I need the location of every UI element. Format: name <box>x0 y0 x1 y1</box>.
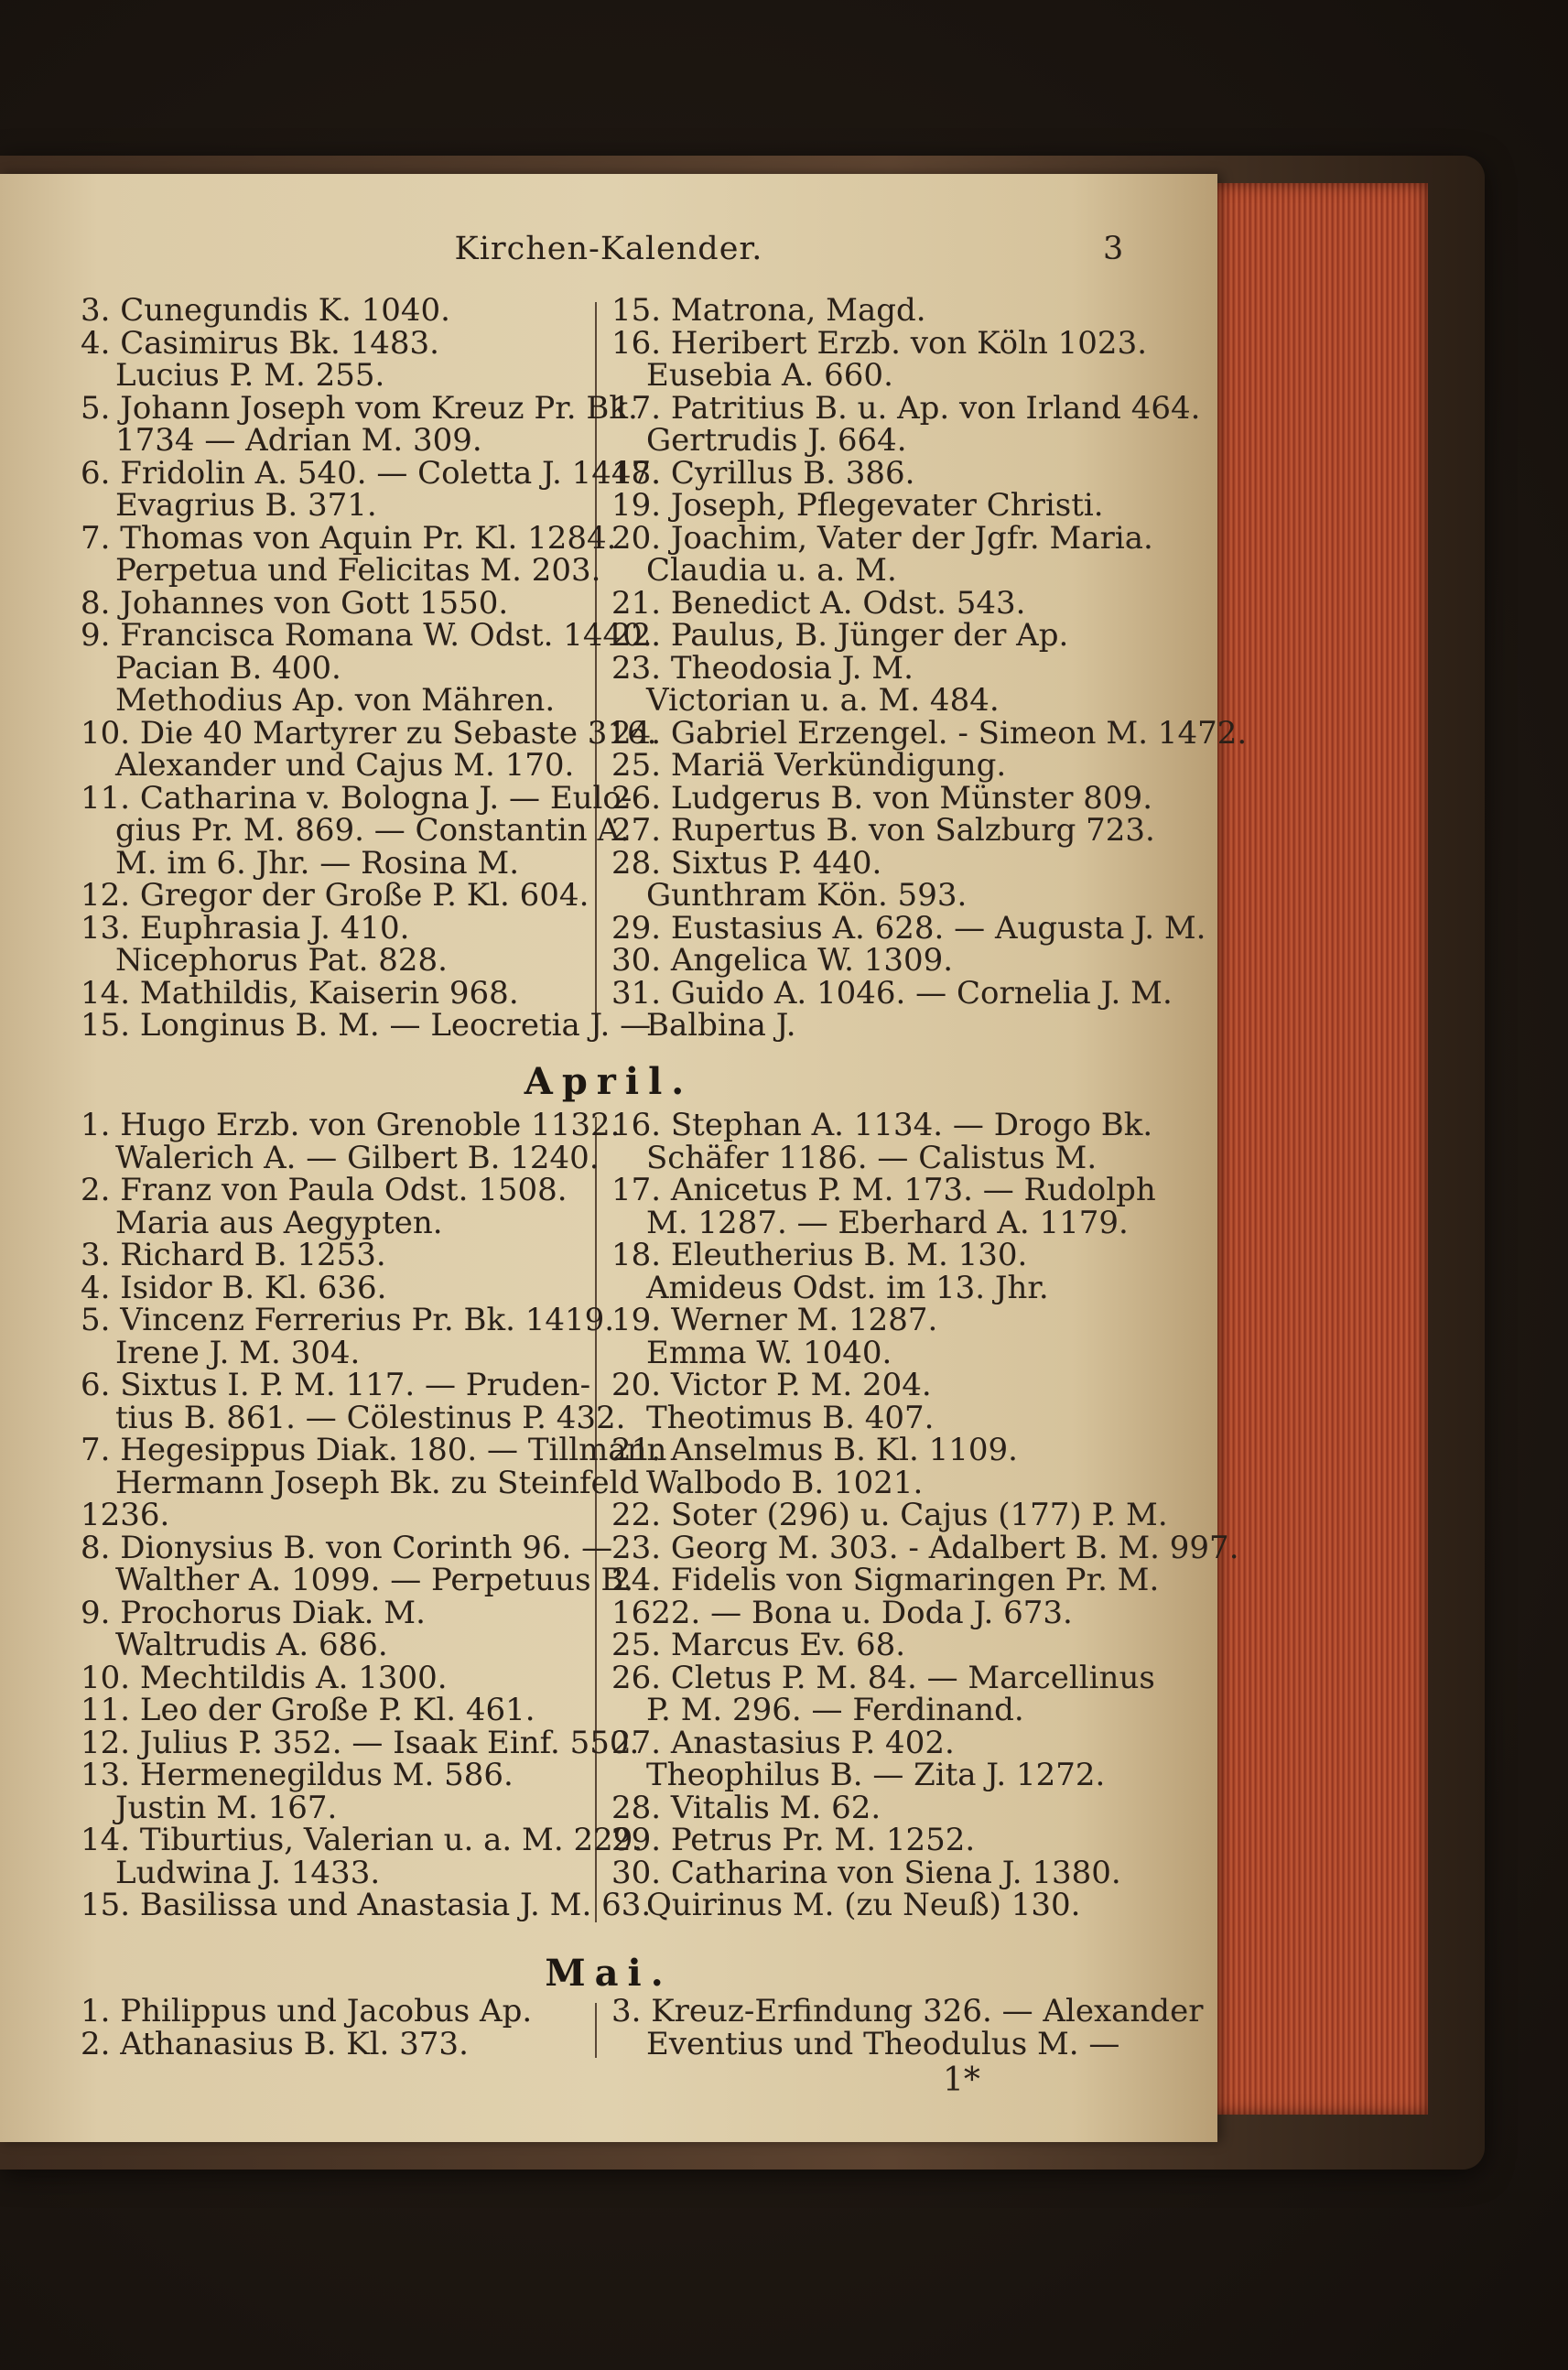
calendar-entry: 25. Mariä Verkündigung. <box>611 747 1007 784</box>
calendar-entry: 13. Hermenegildus M. 586. <box>81 1757 514 1793</box>
calendar-entry: M. im 6. Jhr. — Rosina M. <box>115 844 520 882</box>
month-heading-april: April. <box>524 1060 694 1103</box>
calendar-entry: 17. Anicetus P. M. 173. — Rudolph <box>611 1172 1156 1208</box>
calendar-entry: 3. Cunegundis K. 1040. <box>81 292 450 329</box>
calendar-entry: Nicephorus Pat. 828. <box>115 942 448 979</box>
calendar-entry: 18. Cyrillus B. 386. <box>611 454 915 492</box>
calendar-entry: 20. Joachim, Vater der Jgfr. Maria. <box>611 519 1153 557</box>
calendar-entry: M. 1287. — Eberhard A. 1179. <box>646 1204 1129 1241</box>
calendar-entry: 15. Basilissa und Anastasia J. M. 63. <box>81 1887 652 1923</box>
calendar-entry: 12. Julius P. 352. — Isaak Einf. 550. <box>81 1724 640 1761</box>
calendar-entry: Gunthram Kön. 593. <box>646 877 968 914</box>
calendar-entry: 1734 — Adrian M. 309. <box>115 422 482 459</box>
calendar-entry: 2. Franz von Paula Odst. 1508. <box>81 1172 568 1208</box>
calendar-entry: Gertrudis J. 664. <box>646 422 907 459</box>
calendar-entry: 21. Anselmus B. Kl. 1109. <box>611 1432 1018 1468</box>
calendar-entry: Amideus Odst. im 13. Jhr. <box>646 1269 1049 1306</box>
calendar-entry: 5. Johann Joseph vom Kreuz Pr. Bk. <box>81 389 638 427</box>
calendar-entry: Eventius und Theodulus M. — <box>646 2025 1120 2062</box>
calendar-entry: 14. Tiburtius, Valerian u. a. M. 229. <box>81 1822 643 1858</box>
running-title: Kirchen-Kalender. <box>454 231 763 267</box>
calendar-entry: Quirinus M. (zu Neuß) 130. <box>646 1887 1081 1923</box>
calendar-entry: 29. Petrus Pr. M. 1252. <box>611 1822 976 1858</box>
calendar-entry: 29. Eustasius A. 628. — Augusta J. M. <box>611 909 1206 947</box>
page-number: 3 <box>1103 231 1124 267</box>
calendar-entry: 4. Isidor B. Kl. 636. <box>81 1269 387 1306</box>
calendar-entry: 27. Rupertus B. von Salzburg 723. <box>611 812 1155 849</box>
calendar-entry: 30. Angelica W. 1309. <box>611 942 954 979</box>
calendar-entry: Methodius Ap. von Mähren. <box>115 682 556 719</box>
calendar-entry: 3. Kreuz-Erfindung 326. — Alexander <box>611 1993 1204 2029</box>
calendar-entry: 8. Johannes von Gott 1550. <box>81 584 509 622</box>
calendar-entry: gius Pr. M. 869. — Constantin A. <box>115 812 630 849</box>
calendar-entry: 1236. <box>81 1497 170 1533</box>
calendar-entry: 22. Paulus, B. Jünger der Ap. <box>611 617 1069 654</box>
calendar-entry: Alexander und Cajus M. 170. <box>115 747 575 784</box>
calendar-entry: Ludwina J. 1433. <box>115 1854 381 1891</box>
calendar-entry: Perpetua und Felicitas M. 203. <box>115 552 601 589</box>
calendar-entry: 24. Gabriel Erzengel. - Simeon M. 1472. <box>611 714 1248 752</box>
calendar-entry: Theophilus B. — Zita J. 1272. <box>646 1757 1106 1793</box>
calendar-entry: 2. Athanasius B. Kl. 373. <box>81 2025 469 2062</box>
calendar-entry: 22. Soter (296) u. Cajus (177) P. M. <box>611 1497 1168 1533</box>
calendar-entry: 28. Sixtus P. 440. <box>611 844 882 882</box>
april-left-column <box>81 1109 666 1922</box>
calendar-entry: tius B. 861. — Cölestinus P. 432. <box>115 1399 626 1436</box>
calendar-entry: Hermann Joseph Bk. zu Steinfeld <box>115 1464 640 1501</box>
calendar-entry: 1622. — Bona u. Doda J. 673. <box>611 1594 1073 1631</box>
may-right-column <box>611 1993 1204 2062</box>
calendar-entry: 23. Georg M. 303. - Adalbert B. M. 997. <box>611 1529 1239 1566</box>
calendar-entry: 14. Mathildis, Kaiserin 968. <box>81 974 519 1012</box>
april-right-column <box>611 1109 1239 1922</box>
calendar-entry: 9. Francisca Romana W. Odst. 1440. <box>81 617 653 654</box>
calendar-entry: 6. Fridolin A. 540. — Coletta J. 1447. <box>81 454 661 492</box>
calendar-entry: 5. Vincenz Ferrerius Pr. Bk. 1419. <box>81 1302 615 1338</box>
calendar-entry: Walther A. 1099. — Perpetuus B. <box>115 1562 634 1598</box>
calendar-entry: 30. Catharina von Siena J. 1380. <box>611 1854 1121 1891</box>
calendar-entry: 1. Hugo Erzb. von Grenoble 1132. <box>81 1107 621 1143</box>
calendar-entry: 20. Victor P. M. 204. <box>611 1367 932 1403</box>
calendar-entry: 4. Casimirus Bk. 1483. <box>81 324 439 362</box>
calendar-entry: 26. Cletus P. M. 84. — Marcellinus <box>611 1659 1155 1696</box>
calendar-entry: 6. Sixtus I. P. M. 117. — Pruden- <box>81 1367 591 1403</box>
calendar-entry: 7. Thomas von Aquin Pr. Kl. 1284. <box>81 519 617 557</box>
calendar-entry: 13. Euphrasia J. 410. <box>81 909 410 947</box>
calendar-entry: Schäfer 1186. — Calistus M. <box>646 1139 1098 1176</box>
month-heading-may: Mai. <box>545 1952 673 1995</box>
calendar-entry: 18. Eleutherius B. M. 130. <box>611 1237 1028 1273</box>
calendar-entry: Lucius P. M. 255. <box>115 357 385 394</box>
calendar-entry: Claudia u. a. M. <box>646 552 897 589</box>
calendar-entry: 31. Guido A. 1046. — Cornelia J. M. <box>611 974 1173 1012</box>
calendar-entry: 8. Dionysius B. von Corinth 96. — <box>81 1529 613 1566</box>
calendar-entry: 10. Mechtildis A. 1300. <box>81 1659 448 1696</box>
calendar-entry: Walerich A. — Gilbert B. 1240. <box>115 1139 600 1176</box>
calendar-entry: Walbodo B. 1021. <box>646 1464 924 1501</box>
calendar-entry: 16. Stephan A. 1134. — Drogo Bk. <box>611 1107 1153 1143</box>
calendar-entry: Evagrius B. 371. <box>115 487 377 524</box>
calendar-entry: Maria aus Aegypten. <box>115 1204 443 1241</box>
calendar-entry: Irene J. M. 304. <box>115 1334 361 1371</box>
calendar-entry: P. M. 296. — Ferdinand. <box>646 1692 1024 1728</box>
calendar-entry: 27. Anastasius P. 402. <box>611 1724 955 1761</box>
signature-mark: 1* <box>943 2062 980 2099</box>
calendar-entry: 21. Benedict A. Odst. 543. <box>611 584 1026 622</box>
calendar-entry: 15. Longinus B. M. — Leocretia J. — <box>81 1007 652 1044</box>
calendar-entry: 24. Fidelis von Sigmaringen Pr. M. <box>611 1562 1160 1598</box>
calendar-entry: 9. Prochorus Diak. M. <box>81 1594 426 1631</box>
calendar-entry: 25. Marcus Ev. 68. <box>611 1627 906 1663</box>
calendar-entry: 16. Heribert Erzb. von Köln 1023. <box>611 324 1148 362</box>
calendar-entry: Pacian B. 400. <box>115 649 341 687</box>
calendar-entry: Eusebia A. 660. <box>646 357 893 394</box>
may-left-column <box>81 1993 533 2062</box>
calendar-entry: 1. Philippus und Jacobus Ap. <box>81 1993 533 2029</box>
calendar-entry: 28. Vitalis M. 62. <box>611 1789 881 1826</box>
calendar-entry: 11. Catharina v. Bologna J. — Eulo- <box>81 779 633 817</box>
calendar-entry: Emma W. 1040. <box>646 1334 892 1371</box>
march-left-column <box>81 292 661 1044</box>
march-right-column <box>611 292 1248 1044</box>
calendar-entry: Balbina J. <box>646 1007 796 1044</box>
calendar-entry: 17. Patritius B. u. Ap. von Irland 464. <box>611 389 1201 427</box>
calendar-entry: 19. Werner M. 1287. <box>611 1302 938 1338</box>
calendar-entry: 26. Ludgerus B. von Münster 809. <box>611 779 1152 817</box>
calendar-entry: Theotimus B. 407. <box>646 1399 935 1436</box>
calendar-entry: 23. Theodosia J. M. <box>611 649 914 687</box>
column-rule <box>595 2003 597 2058</box>
calendar-entry: Victorian u. a. M. 484. <box>646 682 1000 719</box>
calendar-entry: 19. Joseph, Pflegevater Christi. <box>611 487 1104 524</box>
calendar-entry: 11. Leo der Große P. Kl. 461. <box>81 1692 535 1728</box>
calendar-entry: 10. Die 40 Martyrer zu Sebaste 316. <box>81 714 657 752</box>
calendar-entry: 15. Matrona, Magd. <box>611 292 926 329</box>
calendar-entry: Waltrudis A. 686. <box>115 1627 388 1663</box>
calendar-entry: 7. Hegesippus Diak. 180. — Tillmann <box>81 1432 667 1468</box>
calendar-entry: Justin M. 167. <box>115 1789 338 1826</box>
calendar-entry: 3. Richard B. 1253. <box>81 1237 386 1273</box>
calendar-entry: 12. Gregor der Große P. Kl. 604. <box>81 877 589 914</box>
